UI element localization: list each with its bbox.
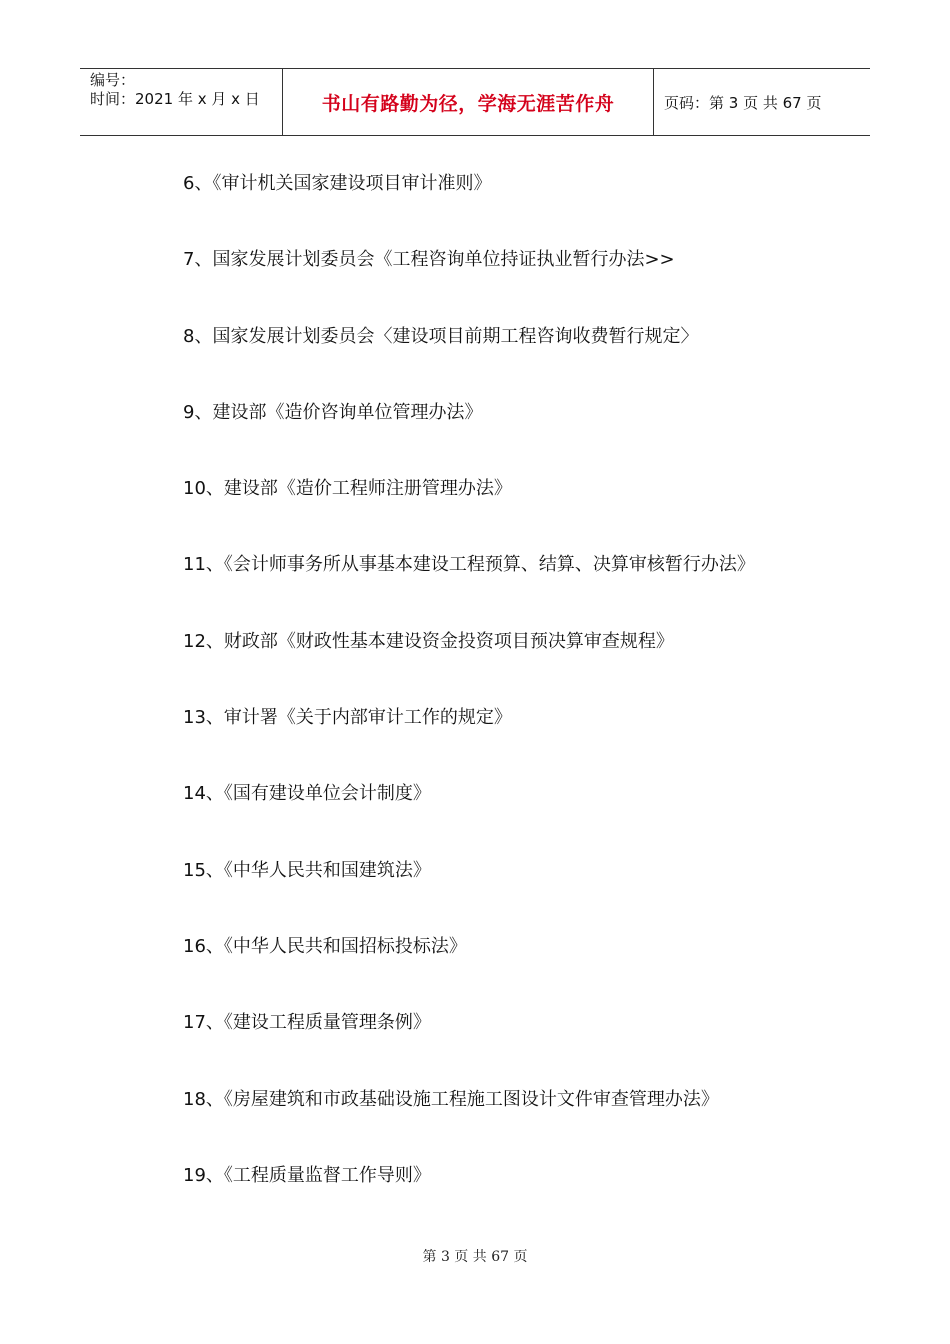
list-item: 11、《会计师事务所从事基本建设工程预算、结算、决算审核暂行办法》 xyxy=(183,554,755,576)
list-item: 12、财政部《财政性基本建设资金投资项目预决算审查规程》 xyxy=(183,630,674,652)
list-item: 17、《建设工程质量管理条例》 xyxy=(183,1012,431,1034)
list-item: 16、《中华人民共和国招标投标法》 xyxy=(183,935,467,957)
page-number-info: 页码：第 3 页 共 67 页 xyxy=(664,93,822,112)
list-item: 13、审计署《关于内部审计工作的规定》 xyxy=(183,707,512,729)
header-motto-cell xyxy=(282,69,654,135)
regulation-list xyxy=(183,170,755,1238)
document-header xyxy=(80,68,870,136)
header-meta xyxy=(80,69,282,135)
list-item: 19、《工程质量监督工作导则》 xyxy=(183,1164,431,1186)
list-item: 7、国家发展计划委员会《工程咨询单位持证执业暂行办法>> xyxy=(183,249,675,271)
list-item: 10、建设部《造价工程师注册管理办法》 xyxy=(183,478,512,500)
motto-text: 书山有路勤为径，学海无涯苦作舟 xyxy=(321,92,615,115)
list-item: 15、《中华人民共和国建筑法》 xyxy=(183,859,431,881)
list-item: 8、国家发展计划委员会〈建设项目前期工程咨询收费暂行规定〉 xyxy=(183,325,699,347)
document-number-label: 编号： xyxy=(90,71,136,89)
header-page-cell xyxy=(654,69,870,135)
list-item: 14、《国有建设单位会计制度》 xyxy=(183,783,431,805)
list-item: 6、《审计机关国家建设项目审计准则》 xyxy=(183,173,492,194)
page-footer: 第 3 页 共 67 页 xyxy=(422,1249,528,1265)
document-time-label: 时间：2021 年 x 月 x 日 xyxy=(90,90,260,108)
list-item: 9、建设部《造价咨询单位管理办法》 xyxy=(183,401,483,423)
list-item: 18、《房屋建筑和市政基础设施工程施工图设计文件审查管理办法》 xyxy=(183,1088,719,1110)
